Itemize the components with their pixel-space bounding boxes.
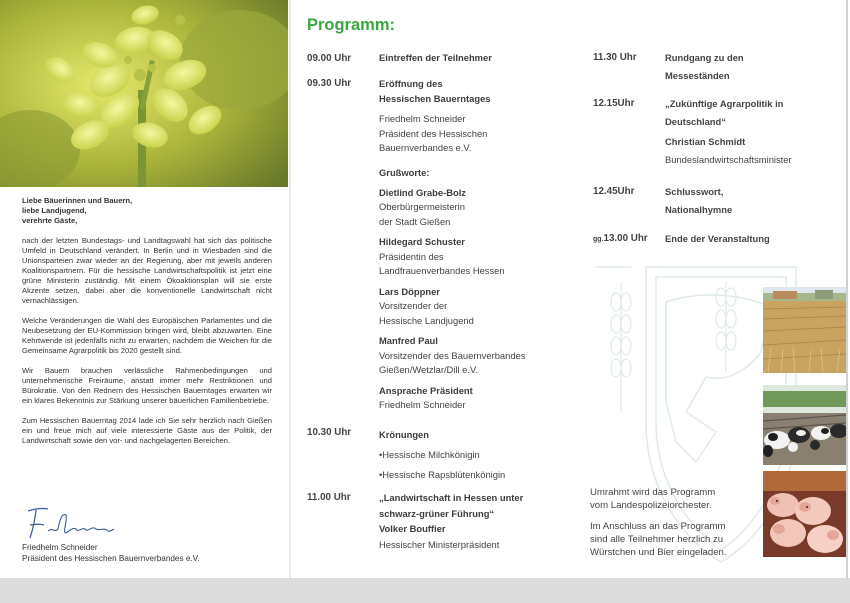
speaker-role: Vorsitzender des Bauernverbandes bbox=[379, 349, 526, 361]
note-line: sind alle Teilnehmer herzlich zu bbox=[590, 534, 724, 545]
program-item-0930 bbox=[379, 77, 584, 156]
speaker-role: Gießen/Wetzlar/Dill e.V. bbox=[379, 364, 478, 375]
speaker-role: Hessischer Ministerpräsident bbox=[379, 538, 500, 550]
item-heading: Deutschland“ bbox=[665, 115, 726, 127]
time-0930: 09.30 Uhr bbox=[307, 78, 352, 89]
speaker-role: Vorsitzender der bbox=[379, 300, 448, 311]
speaker-name: Ansprache Präsident bbox=[379, 384, 473, 396]
program-title: Programm: bbox=[307, 16, 396, 34]
time-0900: 09.00 Uhr bbox=[307, 53, 352, 64]
salutation-line: Liebe Bäuerinnen und Bauern, bbox=[22, 196, 133, 205]
time-1300 bbox=[593, 233, 648, 244]
salutation-line: verehrte Gäste, bbox=[22, 216, 78, 225]
time-value: 13.00 Uhr bbox=[603, 233, 648, 244]
item-heading: Nationalhymne bbox=[665, 203, 733, 215]
item-heading: Schlusswort, bbox=[665, 186, 724, 197]
time-1215: 12.15Uhr bbox=[593, 98, 635, 109]
signature-name: Friedhelm Schneider bbox=[22, 543, 98, 552]
invitation-note bbox=[590, 520, 760, 559]
speaker-name: Manfred Paul bbox=[379, 335, 438, 346]
item-heading: Hessischen Bauerntages bbox=[379, 92, 491, 104]
dairy-cows-photo bbox=[763, 385, 846, 465]
speaker-role: Hessische Landjugend bbox=[379, 314, 474, 326]
program-item-1215 bbox=[665, 95, 840, 168]
speaker-name: Hildegard Schuster bbox=[379, 236, 465, 247]
letter-paragraph: Wir Bauern brauchen verlässliche Rahmenbedingungen und unternehmerische Freiräume, anstatt immer mehr Restriktionen und Bürokratie. Von den Rednern des Hessischen Bauerntages erwarten wir ein klares Bekenntnis zur Stärkung unserer bäuerlichen Familienbetriebe. bbox=[22, 366, 272, 405]
item-text: Präsident des Hessischen bbox=[379, 127, 488, 139]
bottom-band bbox=[0, 578, 850, 603]
page-edge bbox=[846, 0, 848, 578]
item-text: Bauernverbandes e.V. bbox=[379, 142, 472, 153]
signature-role: Präsident des Hessischen Bauernverbandes e.V. bbox=[22, 553, 200, 563]
program-item-1030 bbox=[379, 425, 584, 485]
signature-block bbox=[22, 543, 200, 564]
salutation bbox=[22, 196, 272, 226]
note-line: Würstchen und Bier eingeladen. bbox=[590, 547, 727, 558]
speaker-name: Christian Schmidt bbox=[665, 136, 746, 147]
time-1130: 11.30 Uhr bbox=[593, 52, 637, 63]
music-note bbox=[590, 486, 760, 512]
item-heading: Krönungen bbox=[379, 429, 429, 440]
item-heading: Messeständen bbox=[665, 69, 730, 81]
speaker-name: Dietlind Grabe-Bolz bbox=[379, 186, 466, 198]
speaker-name: Volker Bouffier bbox=[379, 523, 446, 534]
item-heading: schwarz-grüner Führung“ bbox=[379, 507, 495, 519]
letter-paragraph: Welche Veränderungen die Wahl des Europäischen Parlamentes und die Neubesetzung der EU-Kommission bringen wird, bleibt abzuwarten. Eine Kehrtwende ist jedenfalls nicht zu erwarten, nachdem die Weichen für die Gemeinsame Agrarpolitik bis 2020 gestellt sind. bbox=[22, 316, 272, 355]
item-heading: Rundgang zu den bbox=[665, 52, 744, 63]
speaker-role: der Stadt Gießen bbox=[379, 215, 451, 227]
piglets-photo bbox=[763, 471, 846, 557]
note-line: Im Anschluss an das Programm bbox=[590, 521, 726, 532]
item-text: Friedhelm Schneider bbox=[379, 113, 466, 124]
note-line: Umrahmt wird das Programm bbox=[590, 487, 716, 498]
program-item-1100 bbox=[379, 490, 584, 552]
welcome-letter bbox=[22, 196, 272, 456]
letter-paragraph: nach der letzten Bundestags- und Landtagswahl hat sich das politische Umfeld in Deutschland verändert. In Berlin und in Wiesbaden sind die Unionsparteien zwar wieder an der Regierung, aber mit jeweils anderen Koalitionspartnern. Für die hessische Landwirtschaftspolitik ist jetzt eine grüne Ministerin zuständig. Mit einem Ökoaktionsplan will sie erste Akzente setzen, dabei aber die konventionelle Landwirtschaft nicht vernachlässigen. bbox=[22, 236, 272, 305]
item-heading: „Landwirtschaft in Hessen unter bbox=[379, 492, 524, 503]
list-item: •Hessische Rapsblütenkönigin bbox=[379, 469, 506, 480]
program-item-1130 bbox=[665, 49, 840, 84]
speaker-role: Bundeslandwirtschaftsminister bbox=[665, 153, 792, 165]
rapeseed-flower-photo bbox=[0, 0, 288, 187]
salutation-line: liebe Landjugend, bbox=[22, 206, 87, 215]
time-1100: 11.00 Uhr bbox=[307, 492, 351, 503]
item-heading: Eröffnung des bbox=[379, 78, 443, 89]
program-item-0900 bbox=[379, 51, 584, 66]
signature bbox=[22, 505, 117, 546]
grussworte-section bbox=[379, 166, 584, 413]
list-item: •Hessische Milchkönigin bbox=[379, 449, 480, 460]
letter-paragraph: Zum Hessischen Bauerntag 2014 lade ich Sie sehr herzlich nach Gießen ein und freue mich auf viele interessierte Gäste aus der Politik, der Landwirtschaft sowie den vor- und nachgelagerten Bereichen. bbox=[22, 416, 272, 445]
item-heading: „Zukünftige Agrarpolitik in bbox=[665, 98, 784, 109]
item-heading: Ende der Veranstaltung bbox=[665, 233, 770, 244]
time-prefix: gg. bbox=[593, 236, 604, 243]
time-1030: 10.30 Uhr bbox=[307, 427, 352, 438]
time-1245: 12.45Uhr bbox=[593, 186, 635, 197]
grussworte-heading: Grußworte: bbox=[379, 167, 430, 178]
speaker-name: Lars Döppner bbox=[379, 285, 440, 297]
item-heading: Eintreffen der Teilnehmer bbox=[379, 52, 492, 63]
program-item-1245 bbox=[665, 183, 840, 218]
speaker-role: Friedhelm Schneider bbox=[379, 399, 466, 410]
wheat-field-photo bbox=[763, 287, 846, 373]
speaker-role: Landfrauenverbandes Hessen bbox=[379, 265, 505, 276]
speaker-role: Oberbürgermeisterin bbox=[379, 201, 465, 212]
note-line: vom Landespolizeiorchester. bbox=[590, 500, 712, 511]
speaker-role: Präsidentin des bbox=[379, 250, 444, 262]
fold-line bbox=[289, 0, 291, 578]
program-item-1300 bbox=[665, 230, 840, 248]
